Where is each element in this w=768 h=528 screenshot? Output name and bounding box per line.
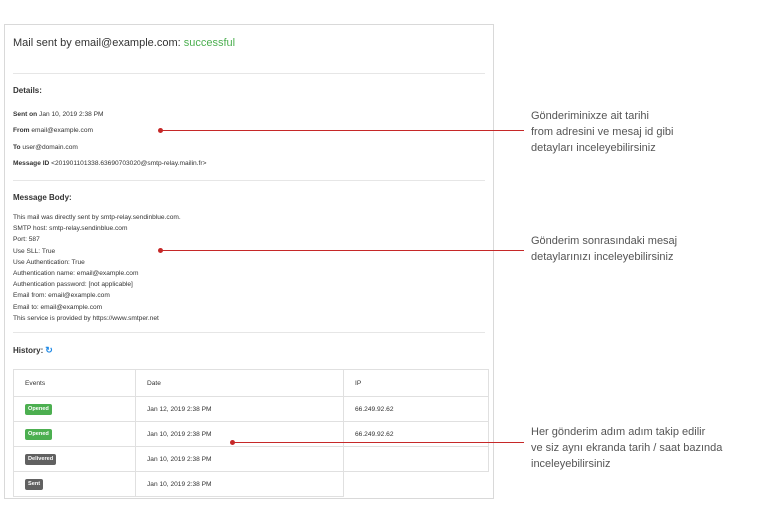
ip-cell [344, 472, 489, 497]
message-id-value: <201901101338.63690703020@smtp-relay.mailin.fr> [51, 160, 207, 167]
date-cell: Jan 12, 2019 2:38 PM [136, 397, 344, 422]
column-header-ip: IP [344, 370, 489, 397]
title-prefix: Mail sent by email@example.com: [13, 37, 184, 49]
callout-line: Her gönderim adım adım takip edilir [531, 426, 706, 438]
body-line: Email to: email@example.com [13, 303, 103, 311]
callout-message-body [531, 233, 677, 265]
sent-on-label: Sent on [13, 111, 38, 118]
history-heading: History: [13, 346, 44, 355]
message-id-label: Message ID [13, 160, 50, 167]
table-row [14, 397, 489, 422]
body-line: Authentication name: email@example.com [13, 270, 139, 278]
callout-line: Gönderim sonrasındaki mesaj [531, 235, 678, 247]
body-line: Port: 587 [13, 236, 40, 244]
event-cell [14, 397, 136, 422]
details-heading: Details: [13, 86, 42, 95]
event-badge-opened: Opened [25, 404, 52, 415]
mail-log-panel [4, 24, 494, 499]
refresh-icon[interactable]: ↻ [45, 345, 53, 355]
history-table [13, 369, 489, 497]
ip-cell [344, 447, 489, 472]
body-line: Use Authentication: True [13, 258, 85, 266]
annotation-line [233, 442, 524, 443]
to-label: To [13, 144, 21, 151]
from-label: From [13, 127, 30, 134]
date-cell: Jan 10, 2019 2:38 PM [136, 447, 344, 472]
callout-line: detaylarınızı inceleyebilirsiniz [531, 251, 674, 263]
table-header-row [14, 370, 489, 397]
date-cell: Jan 10, 2019 2:38 PM [136, 472, 344, 497]
body-line: This mail was directly sent by smtp-relay.sendinblue.com. [13, 214, 181, 221]
body-line: SMTP host: smtp-relay.sendinblue.com [13, 225, 128, 233]
event-badge-opened: Opened [25, 429, 52, 440]
divider [13, 180, 485, 181]
body-line: Email from: email@example.com [13, 292, 110, 300]
column-header-date: Date [136, 370, 344, 397]
body-line: Authentication password: [not applicable] [13, 281, 133, 289]
annotation-line [161, 130, 524, 131]
divider [13, 73, 485, 74]
event-badge-sent: Sent [25, 479, 43, 490]
ip-cell: 66.249.92.62 [344, 422, 489, 447]
to-row [13, 144, 78, 151]
callout-line: detayları inceleyebilirsiniz [531, 142, 656, 154]
annotation-line [161, 250, 524, 251]
event-badge-delivered: Delivered [25, 454, 56, 465]
history-heading-row [13, 345, 53, 356]
from-row [13, 127, 93, 134]
from-value: email@example.com [31, 127, 93, 134]
message-body [13, 212, 181, 324]
body-line: Use SLL: True [13, 247, 56, 255]
to-value: user@domain.com [22, 144, 78, 151]
callout-line: from adresini ve mesaj id gibi [531, 126, 674, 138]
event-cell [14, 422, 136, 447]
ip-cell: 66.249.92.62 [344, 397, 489, 422]
callout-details [531, 108, 673, 156]
event-cell [14, 447, 136, 472]
callout-history [531, 424, 722, 472]
event-cell [14, 472, 136, 497]
date-cell: Jan 10, 2019 2:38 PM [136, 422, 344, 447]
callout-line: Gönderiminixze ait tarihi [531, 110, 649, 122]
sent-on-value: Jan 10, 2019 2:38 PM [39, 111, 104, 118]
message-body-heading: Message Body: [13, 193, 72, 202]
status-text: successful [183, 37, 236, 49]
divider [13, 332, 485, 333]
page-title [13, 37, 235, 49]
message-id-row [13, 160, 206, 167]
callout-line: ve siz aynı ekranda tarih / saat bazında [531, 442, 723, 454]
callout-line: inceleyebilirsiniz [531, 458, 611, 470]
sent-on-row [13, 111, 104, 118]
table-row [14, 472, 489, 497]
table-row [14, 447, 489, 472]
body-line: This service is provided by https://www.smtper.net [13, 314, 159, 322]
column-header-events: Events [14, 370, 136, 397]
